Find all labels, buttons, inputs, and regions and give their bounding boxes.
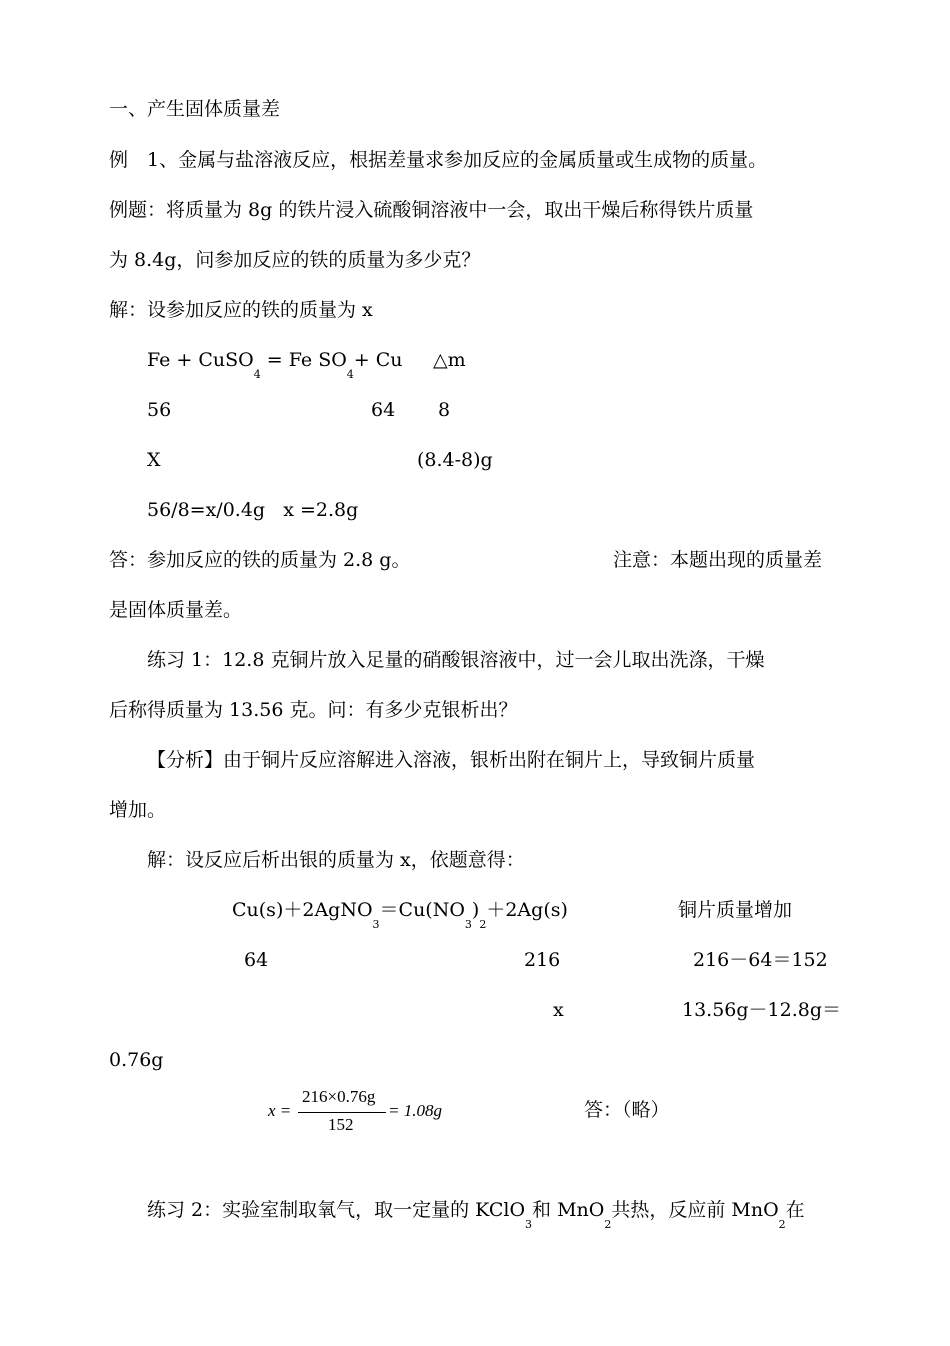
calculation-1: 56/8=x/0.4g x =2.8g — [147, 499, 359, 521]
value-diff-152: 216－64＝152 — [693, 949, 828, 971]
ratio-fe-56: 56 — [147, 399, 172, 421]
eq1-end: + Cu — [353, 349, 403, 371]
p2-subscript-3: 3 — [525, 1218, 533, 1231]
section-heading: 一、产生固体质量差 — [109, 98, 281, 120]
example-1-title: 例 1、金属与盐溶液反应，根据差量求参加反应的金属质量或生成物的质量。 — [109, 149, 768, 171]
eq2-mass-increase-label: 铜片质量增加 — [678, 899, 793, 921]
ratio-cu-64: 64 — [371, 399, 396, 421]
answer-2: 答：（略） — [584, 1099, 670, 1121]
p2-part-b: 和 MnO — [532, 1199, 605, 1221]
solution-1-intro: 解：设参加反应的铁的质量为 x — [109, 299, 373, 321]
eq2-part-d: ＋2Ag(s) — [486, 899, 568, 921]
p2-part-c: 共热，反应前 MnO — [611, 1199, 779, 1221]
eq2-subscript-3a: 3 — [372, 918, 380, 931]
fraction-numerator: 216×0.76g — [302, 1087, 376, 1106]
fraction-lhs: x = — [268, 1101, 292, 1120]
value-mass-diff: 13.56g－12.8g＝ — [682, 999, 842, 1021]
solution-2-intro: 解：设反应后析出银的质量为 x，依题意得： — [147, 849, 525, 871]
value-cu-64: 64 — [244, 949, 269, 971]
eq1-left: Fe + CuSO — [147, 349, 254, 371]
mass-difference: (8.4-8)g — [417, 449, 493, 471]
value-0-76g: 0.76g — [109, 1049, 164, 1071]
practice-1-line-2: 后称得质量为 13.56 克。问：有多少克银析出？ — [109, 699, 518, 721]
practice-2-line-1 — [147, 1197, 805, 1231]
fraction-bar — [298, 1112, 386, 1113]
answer-1: 答：参加反应的铁的质量为 2.8 g。 — [109, 549, 411, 571]
eq1-mid: = Fe SO — [260, 349, 347, 371]
eq1-delta-m: △m — [433, 349, 466, 371]
equation-2 — [232, 897, 568, 931]
eq1-subscript-4a: 4 — [253, 368, 261, 381]
value-ag-216: 216 — [524, 949, 561, 971]
eq2-subscript-3b: 3 — [464, 918, 472, 931]
value-unknown-x: x — [553, 999, 564, 1021]
equation-1 — [147, 347, 403, 381]
fraction-denominator: 152 — [328, 1115, 354, 1134]
p2-subscript-2a: 2 — [604, 1218, 612, 1231]
p2-subscript-2b: 2 — [778, 1218, 786, 1231]
analysis-line-1: 【分析】由于铜片反应溶解进入溶液，银析出附在铜片上，导致铜片质量 — [147, 749, 756, 771]
ratio-delta-8: 8 — [438, 399, 451, 421]
p2-part-d: 在 — [785, 1199, 805, 1221]
p2-part-a: 练习 2：实验室制取氧气，取一定量的 KClO — [147, 1199, 526, 1221]
note-line-1: 注意：本题出现的质量差 — [613, 549, 823, 571]
eq2-part-b: ＝Cu(NO — [379, 899, 465, 921]
fraction-rhs: = 1.08g — [388, 1101, 442, 1120]
question-1-line-2: 为 8.4g，问参加反应的铁的质量为多少克？ — [109, 249, 481, 271]
practice-1-line-1: 练习 1：12.8 克铜片放入足量的硝酸银溶液中，过一会儿取出洗涤，干燥 — [147, 649, 765, 671]
question-1-line-1: 例题：将质量为 8g 的铁片浸入硫酸铜溶液中一会，取出干燥后称得铁片质量 — [109, 199, 754, 221]
eq2-subscript-2: 2 — [479, 918, 487, 931]
note-line-2: 是固体质量差。 — [109, 599, 243, 621]
eq2-part-a: Cu(s)＋2AgNO — [232, 899, 373, 921]
analysis-line-2: 增加。 — [109, 799, 167, 821]
fraction-formula — [268, 1087, 468, 1139]
unknown-x: X — [147, 449, 161, 471]
eq1-subscript-4b: 4 — [346, 368, 354, 381]
eq2-part-c: ) — [471, 899, 480, 921]
